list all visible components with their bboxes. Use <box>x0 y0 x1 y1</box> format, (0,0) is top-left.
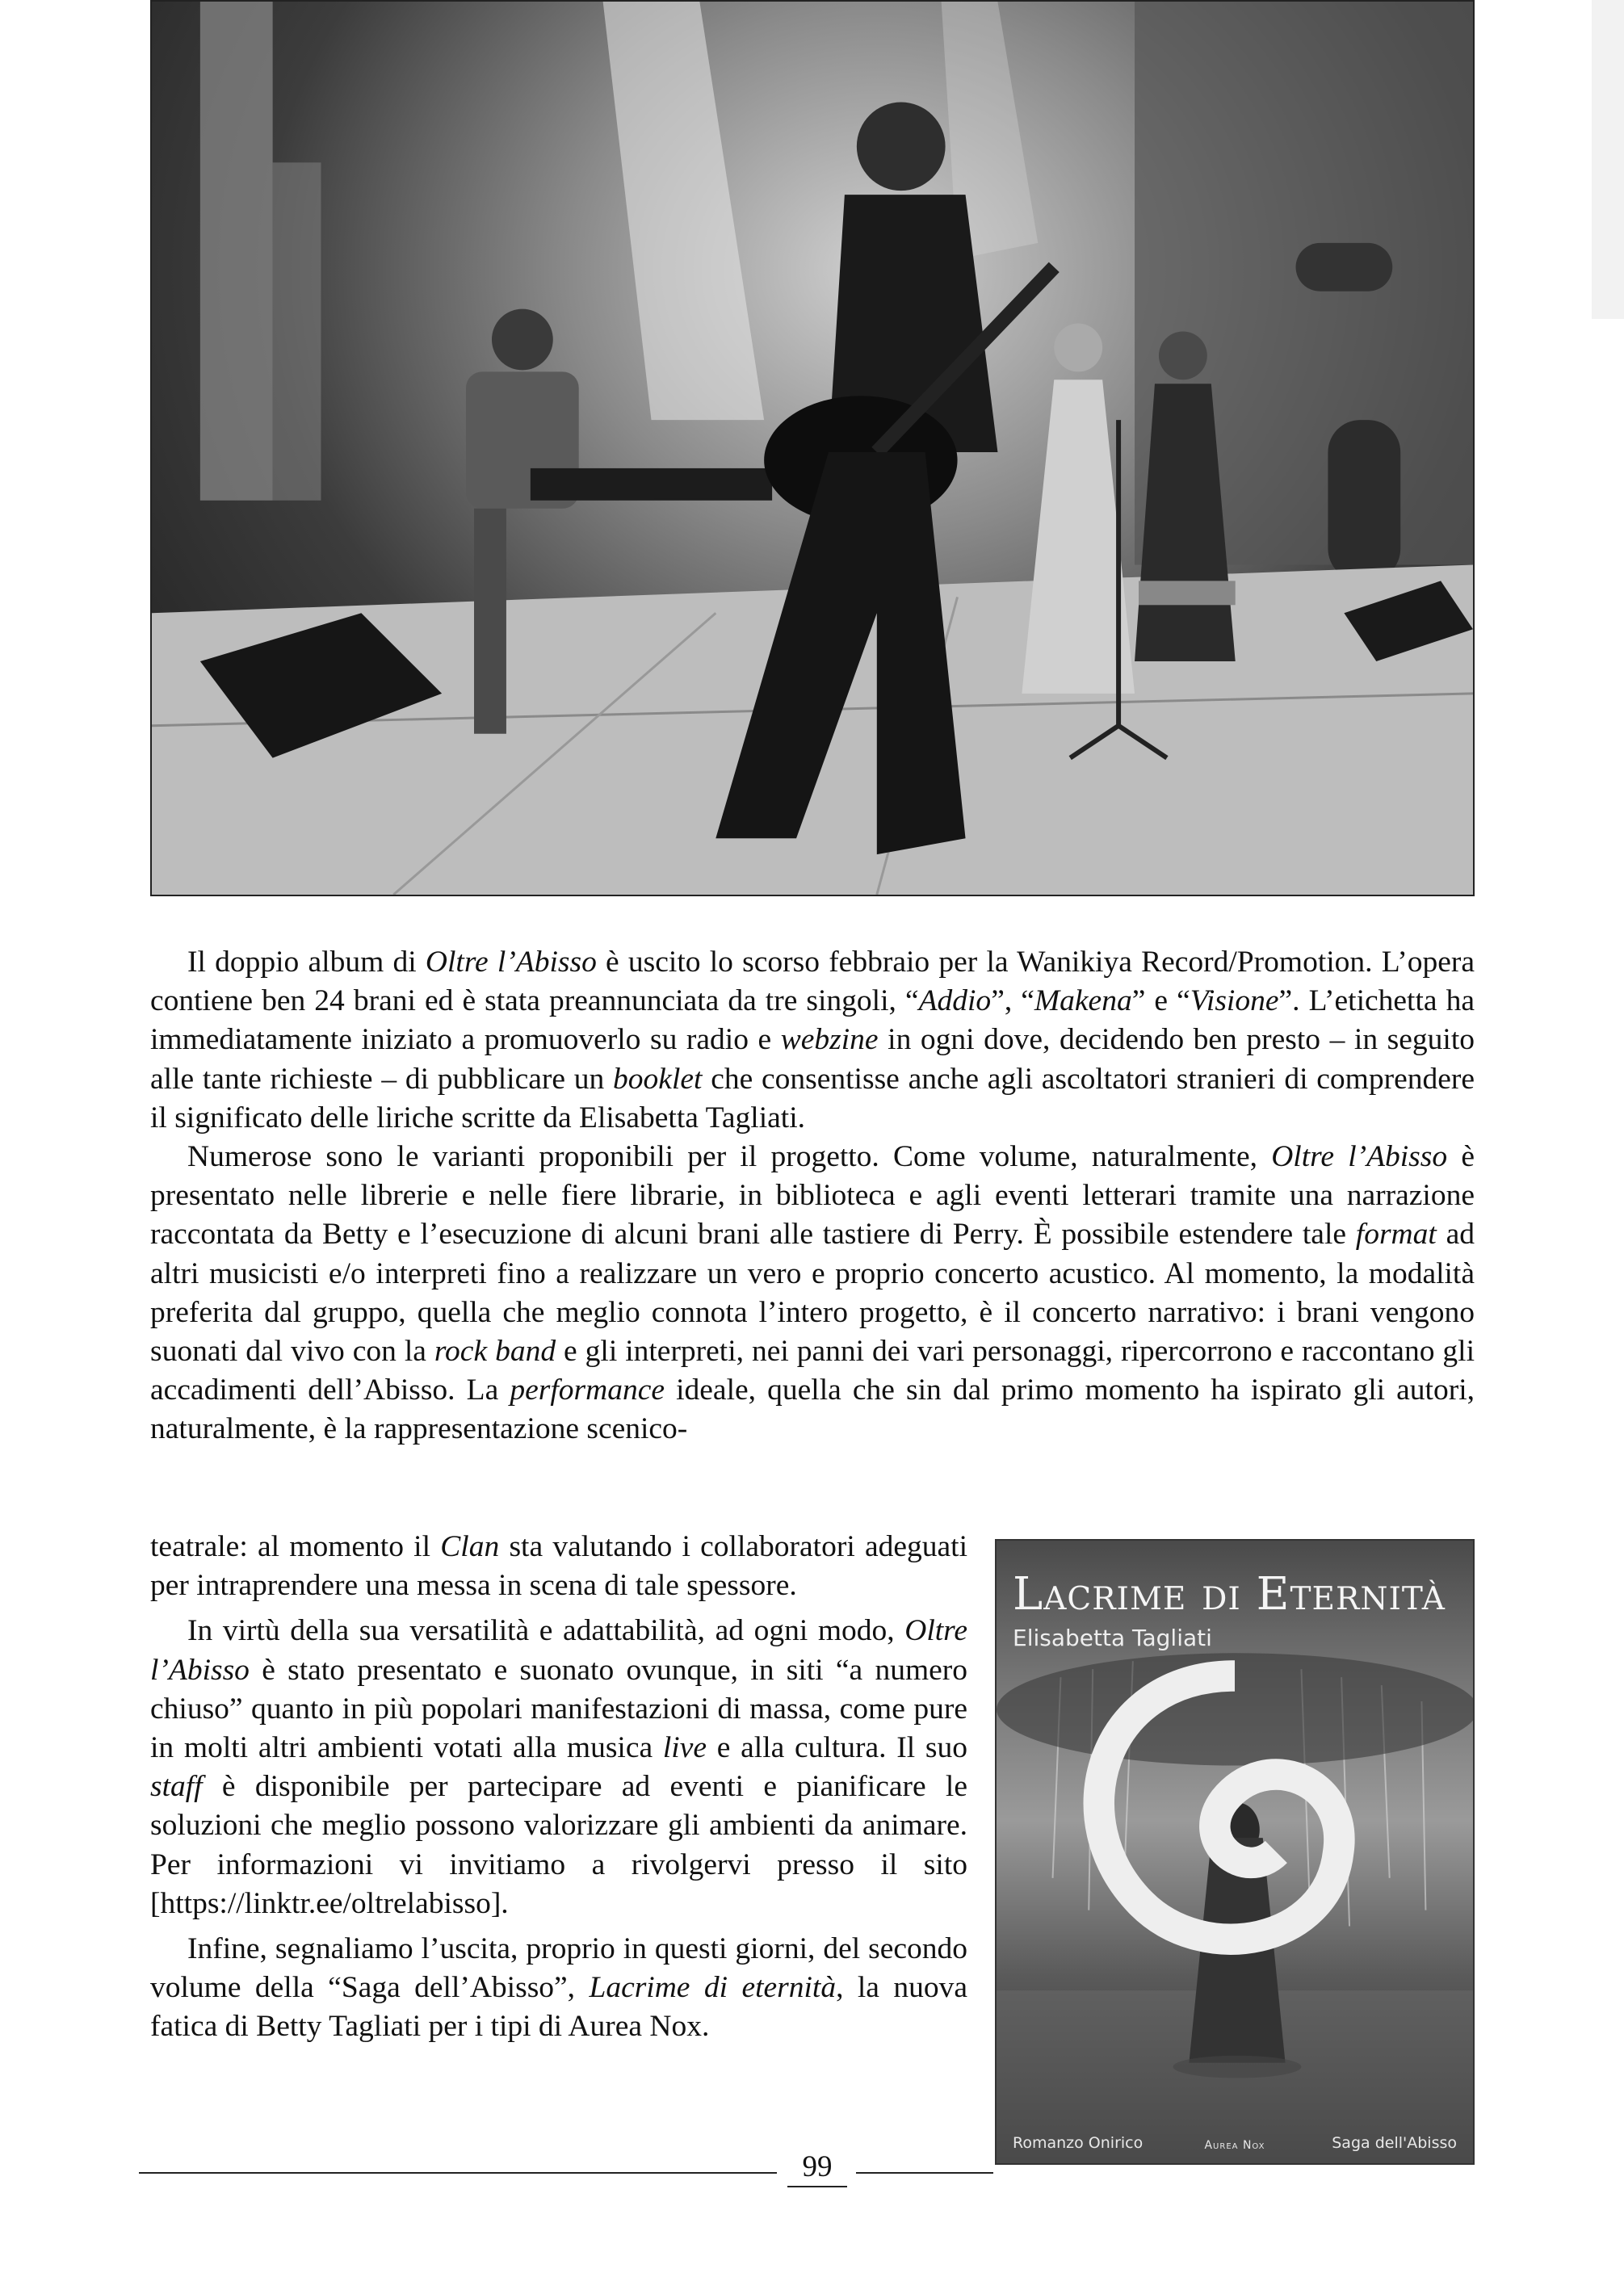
italic-text: webzine <box>780 1023 879 1057</box>
cover-author: Elisabetta Tagliati <box>1013 1625 1212 1651</box>
cover-title: Lacrime di Eternità <box>1013 1568 1446 1621</box>
italic-text: performance <box>510 1373 665 1407</box>
italic-text: staff <box>150 1770 203 1804</box>
text-run: ” e “ <box>1131 984 1190 1018</box>
text-run: , la nuova fatica di Betty Tagliati per i tipi di Aurea Nox. <box>150 1971 967 2044</box>
aurea-nox-logo-icon <box>997 1541 1473 2163</box>
italic-text: Addio <box>918 984 992 1018</box>
text-run: ”, “ <box>991 984 1034 1018</box>
page-edge-mark <box>1592 0 1624 319</box>
footer-rule-right <box>856 2172 993 2174</box>
text-run: è stato presentato e suonato ovunque, in siti “a numero chiuso” quanto in più popolari manifestazioni di massa, come pure in molti altri ambienti votati alla musica <box>150 1653 967 1765</box>
cover-genre: Romanzo Onirico <box>1013 2134 1144 2152</box>
paragraph <box>150 1528 967 1605</box>
article-text-narrow <box>150 1528 967 2047</box>
paragraph <box>150 1930 967 2047</box>
italic-text: Visione <box>1190 984 1279 1018</box>
article-text-full <box>150 943 1475 1449</box>
text-run: in ogni dove, decidendo ben presto – in seguito alle tante richieste – di pubblicare un <box>150 1023 1475 1096</box>
italic-text: Oltre l’Abisso <box>425 946 597 979</box>
italic-text: Clan <box>440 1530 500 1563</box>
text-run: teatrale: al momento il <box>150 1530 441 1563</box>
italic-text: Oltre l’Abisso <box>150 1614 967 1687</box>
text-run: sta valutando i collaboratori adeguati per intraprendere una messa in scena di tale spessore. <box>150 1530 967 1603</box>
text-run: e alla cultura. Il suo <box>707 1731 967 1765</box>
text-run: In virtù della sua versatilità e adattabilità, ad ogni modo, <box>187 1614 905 1648</box>
italic-text: Lacrime di eternità <box>589 1971 837 2005</box>
paragraph <box>150 1612 967 1923</box>
text-run: e gli interpreti, nei panni dei vari personaggi, ripercorrono e raccontano gli accadimenti dell’Abisso. La <box>150 1335 1475 1407</box>
italic-text: booklet <box>613 1062 703 1096</box>
italic-text: rock band <box>434 1335 556 1369</box>
book-cover <box>995 1539 1475 2165</box>
text-run: che consentisse anche agli ascoltatori stranieri di comprendere il significato delle liriche scritte da Elisabetta Tagliati. <box>150 1062 1475 1134</box>
text-run: è uscito lo scorso febbraio per la Wanikiya Record/Promotion. L’opera contiene ben 24 brani ed è stata preannunciata da tre singoli, “ <box>150 946 1475 1018</box>
italic-text: format <box>1355 1218 1437 1252</box>
concert-photo-drawing <box>152 2 1473 895</box>
cover-series: Saga dell'Abisso <box>1332 2134 1457 2152</box>
italic-text: Oltre l’Abisso <box>1271 1140 1448 1174</box>
italic-text: Makena <box>1034 984 1132 1018</box>
italic-text: live <box>662 1731 707 1765</box>
page-number: 99 <box>787 2149 847 2187</box>
text-run: è presentato nelle librerie e nelle fiere librarie, in biblioteca e agli eventi letterari tramite una narrazione raccontata da Betty e l’esecuzione di alcuni brani alle tastiere di Perry. È possibile estendere tale <box>150 1140 1475 1252</box>
text-run: ad altri musicisti e/o interpreti fino a realizzare un vero e proprio concerto acustico. Al momento, la modalità preferita dal gruppo, quella che meglio connota l’intero progetto, è il concerto narrativo: i brani vengono suonati dal vivo con la <box>150 1218 1475 1369</box>
text-run: è disponibile per partecipare ad eventi e pianificare le soluzioni che meglio possono valorizzare gli ambienti da animare. Per informazioni vi invitiamo a rivolgervi presso il sito [https://linktr.ee/oltrelabisso]. <box>150 1770 967 1920</box>
paragraph <box>150 1138 1475 1449</box>
text-run: Numerose sono le varianti proponibili per il progetto. Come volume, naturalmente, <box>187 1140 1272 1174</box>
concert-photo <box>150 0 1475 896</box>
text-run: Infine, segnaliamo l’uscita, proprio in questi giorni, del secondo volume della “Saga dell’Abisso”, <box>150 1932 967 2005</box>
text-run: ideale, quella che sin dal primo momento ha ispirato gli autori, naturalmente, è la rappresentazione scenico- <box>150 1373 1475 1446</box>
paragraph <box>150 943 1475 1138</box>
footer-rule-left <box>139 2172 777 2174</box>
text-run: Il doppio album di <box>187 946 426 979</box>
text-run: ”. L’etichetta ha immediatamente iniziato a promuoverlo su radio e <box>150 984 1475 1057</box>
cover-publisher: Aurea Nox <box>1204 2139 1265 2152</box>
